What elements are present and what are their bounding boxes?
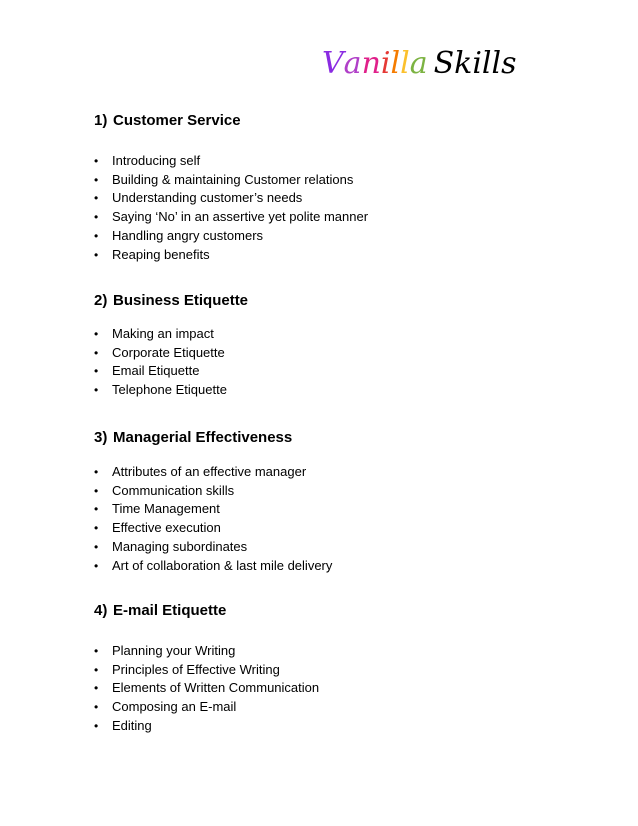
logo-letter: l [400, 46, 410, 81]
logo-letter: i [380, 46, 391, 81]
bullet-icon: • [94, 465, 99, 479]
logo-skills-word: Skills [433, 46, 517, 81]
list-item [94, 246, 368, 265]
section-number: 2) [94, 292, 108, 309]
list-item-text: Reaping benefits [112, 246, 210, 262]
bullet-icon: • [94, 172, 99, 187]
section-title: E-mail Etiquette [113, 602, 227, 619]
list-item-text: Email Etiquette [112, 363, 200, 379]
topic-list [94, 463, 332, 575]
list-item-text: Effective execution [112, 520, 221, 536]
bullet-icon: • [94, 364, 99, 379]
section-number: 4) [94, 602, 108, 619]
list-item [94, 538, 332, 557]
logo-letter: V [322, 46, 344, 81]
logo-letter: l [390, 46, 401, 81]
section-title: Business Etiquette [113, 292, 249, 309]
section-heading [94, 602, 319, 620]
bullet-icon: • [94, 327, 99, 341]
logo-letter: a [409, 46, 428, 81]
list-item-text: Art of collaboration & last mile delivery [112, 557, 333, 573]
list-item [94, 152, 368, 171]
list-item [94, 679, 319, 698]
list-item-text: Time Management [112, 501, 220, 517]
list-item [94, 642, 319, 661]
bullet-icon: • [94, 700, 99, 715]
list-item-text: Communication skills [112, 482, 235, 498]
list-item-text: Telephone Etiquette [112, 382, 227, 398]
section-title: Managerial Effectiveness [113, 429, 293, 446]
list-item-text: Composing an E-mail [112, 699, 237, 715]
list-item-text: Principles of Effective Writing [112, 661, 280, 677]
list-item-text: Making an impact [112, 326, 214, 341]
list-item-text: Managing subordinates [112, 538, 248, 554]
bullet-icon: • [94, 383, 99, 398]
list-item [94, 519, 332, 538]
list-item [94, 717, 319, 736]
list-item [94, 482, 332, 501]
list-item [94, 362, 248, 381]
bullet-icon: • [94, 521, 99, 536]
list-item-text: Saying ‘No’ in an assertive yet polite manner [112, 209, 369, 225]
bullet-icon: • [94, 539, 99, 554]
list-item [94, 189, 368, 208]
list-item [94, 208, 368, 227]
bullet-icon: • [94, 662, 99, 677]
section-email-etiquette [94, 602, 319, 736]
bullet-icon: • [94, 718, 99, 733]
section-number: 1) [94, 112, 108, 129]
bullet-icon: • [94, 210, 99, 225]
list-item [94, 344, 248, 363]
topic-list [94, 642, 319, 736]
list-item [94, 325, 248, 344]
logo-letter: n [361, 46, 381, 81]
list-item [94, 227, 368, 246]
section-business-etiquette [94, 292, 248, 400]
list-item-text: Elements of Written Communication [112, 680, 320, 696]
list-item-text: Handling angry customers [112, 227, 264, 243]
vanilla-skills-logo [322, 44, 517, 84]
list-item [94, 381, 248, 400]
list-item [94, 171, 368, 190]
bullet-icon: • [94, 483, 99, 498]
list-item-text: Editing [112, 717, 152, 733]
bullet-icon: • [94, 345, 99, 360]
bullet-icon: • [94, 191, 99, 206]
bullet-icon: • [94, 247, 99, 262]
logo-vanilla-word [322, 44, 428, 84]
bullet-icon: • [94, 228, 99, 243]
bullet-icon: • [94, 154, 99, 168]
section-heading [94, 292, 248, 310]
topic-list [94, 325, 248, 400]
list-item [94, 557, 332, 576]
section-heading [94, 112, 368, 130]
bullet-icon: • [94, 502, 99, 517]
bullet-icon: • [94, 681, 99, 696]
list-item [94, 500, 332, 519]
list-item-text: Building & maintaining Customer relations [112, 171, 354, 187]
list-item-text: Corporate Etiquette [112, 344, 225, 360]
list-item-text: Planning your Writing [112, 643, 236, 658]
list-item [94, 463, 332, 482]
section-managerial-effectiveness [94, 429, 332, 575]
list-item [94, 698, 319, 717]
section-number: 3) [94, 429, 108, 446]
logo-letter: a [343, 46, 362, 81]
list-item-text: Attributes of an effective manager [112, 464, 307, 479]
bullet-icon: • [94, 644, 99, 658]
section-heading [94, 429, 332, 447]
list-item-text: Understanding customer’s needs [112, 190, 303, 206]
list-item-text: Introducing self [112, 153, 201, 168]
list-item [94, 661, 319, 680]
topic-list [94, 152, 368, 264]
section-title: Customer Service [113, 112, 241, 129]
section-customer-service [94, 112, 368, 264]
bullet-icon: • [94, 558, 99, 573]
